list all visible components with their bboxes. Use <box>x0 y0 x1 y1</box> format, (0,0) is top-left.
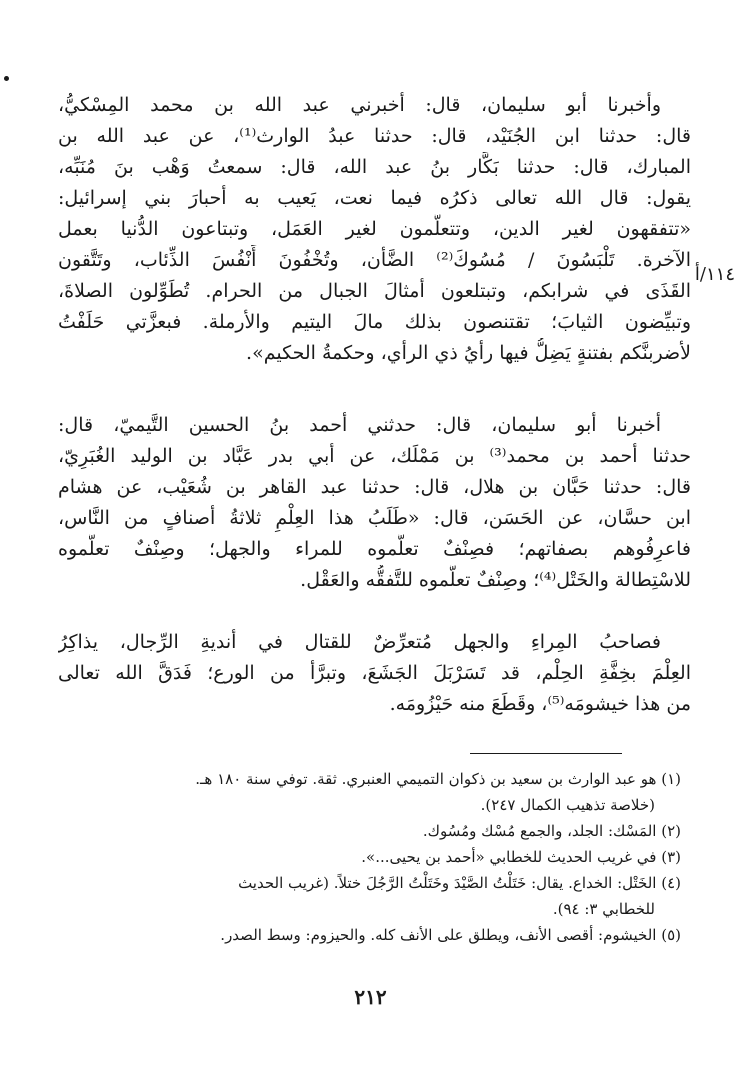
text-line: العِلْمَ بخِفَّةِ الحِلْم، قد تَسَرْبَلَ الجَشَعَ، وتبرَّأ من الورع؛ فَدَقَّ الله تعالى <box>58 662 691 684</box>
footnote-2 <box>58 818 681 844</box>
text-line: «تتفقهون لغير الدين، وتتعلَّمون لغير العَمَل، وتبتاعون الدُّنيا بعمل <box>58 218 691 240</box>
text-line: الآخرة. تَلْبَسُونَ / مُسُوكَ⁽²⁾ الضَّأن، وتُخْفُونَ أَنْفُسَ الذِّئاب، وتَتَّقون <box>58 249 691 271</box>
text-line: للاسْتِطالة والخَتْل⁽⁴⁾؛ وصِنْفٌ تعلَّموه للتَّفقُّه والعَقْل. <box>300 569 691 591</box>
footnote-separator <box>470 753 622 754</box>
text-line: أخبرنا أبو سليمان، قال: حدثني أحمد بنُ الحسين التَّيميّ، قال: <box>58 414 661 436</box>
footnote-text: هو عبد الوارث بن سعيد بن ذكوان التميمي العنبري. ثقة. توفي سنة ١٨٠ هـ. <box>195 770 657 788</box>
text-line: القَذَى في شرابكم، وتبتلعون أمثالَ الجبال من الحرام. تُطَوِّلون الصلاةَ، <box>58 280 691 302</box>
text-line: حدثنا أحمد بن محمد⁽³⁾ بن مَمْلَك، عن أبي بدر عَبَّاد بن الوليد الغُبَرِيّ، <box>58 445 691 467</box>
footnote-number: (٢) <box>661 822 681 840</box>
footnote-number: (١) <box>661 770 681 788</box>
text-line: لأضربنَّكم بفتنةٍ يَضِلُّ فيها رأيُ ذي الرأي، وحكمةُ الحكيم». <box>246 342 691 364</box>
paragraph-2 <box>58 410 691 596</box>
paragraph-3 <box>58 627 691 720</box>
text-line: يقول: قال الله تعالى ذكرُه فيما نعت، يَعيب به أحبارَ بني إسرائيل: <box>58 187 691 209</box>
footnotes <box>58 766 681 948</box>
footnote-continuation: للخطابي ٣: ٩٤). <box>552 900 655 918</box>
footnote-text: الخَتْل: الخداع. يقال: خَتَلْتُ الصَّيْدَ وخَتَلْتُ الرَّجُلَ ختلاً. (غريب الحديث <box>238 874 657 892</box>
text-line: وأخبرنا أبو سليمان، قال: أخبرني عبد الله بن محمد المِسْكيُّ، <box>58 94 661 116</box>
footnote-3 <box>58 844 681 870</box>
footnote-text: المَسْك: الجلد، والجمع مُسْك ومُسُوك. <box>422 822 657 840</box>
page-number: ٢١٢ <box>354 985 387 1009</box>
footnote-4 <box>58 870 681 922</box>
text-line: ابن حسَّان، عن الحَسَن، قال: «طَلَبُ هذا العِلْمِ ثلاثةُ أصنافٍ من النَّاس، <box>58 507 691 529</box>
footnote-number: (٣) <box>661 848 681 866</box>
text-line: وتبيِّضون الثيابَ؛ تقتنصون بذلك مالَ اليتيم والأرملة. فبعزَّتي حَلَفْتُ <box>58 311 691 333</box>
text-line: المبارك، قال: حدثنا بَكَّار بنُ عبد الله، قال: سمعتُ وَهْب بنَ مُنَبِّه، <box>58 156 691 178</box>
text-line: قال: حدثنا ابن الجُنَيْد، قال: حدثنا عبدُ الوارث⁽¹⁾، عن عبد الله بن <box>58 125 691 147</box>
manuscript-folio-note: ١١٤/أ <box>694 264 735 285</box>
text-line: فاعرِفُوهم بصفاتهم؛ فصِنْفٌ تعلَّموه للمراء والجهل؛ وصِنْفٌ تعلَّموه <box>58 538 691 560</box>
paragraph-1 <box>58 90 691 369</box>
text-line: قال: حدثنا حَبَّان بن هلال، قال: حدثنا عبد القاهر بن شُعَيْب، عن هشام <box>58 476 691 498</box>
margin-dot <box>4 76 9 81</box>
footnote-5 <box>58 922 681 948</box>
footnote-text: الخيشوم: أقصى الأنف، ويطلق على الأنف كله. والحيزوم: وسط الصدر. <box>220 926 657 944</box>
footnote-text: في غريب الحديث للخطابي «أحمد بن يحيى...». <box>361 848 657 866</box>
footnote-number: (٤) <box>661 874 681 892</box>
text-line: من هذا خيشومَه⁽⁵⁾، وقَطَعَ منه حَيْزُومَه. <box>389 693 691 715</box>
text-line: فصاحبُ المِراءِ والجهل مُتعرِّضٌ للقتال في أنديةِ الرِّجال، يذاكِرُ <box>58 631 661 653</box>
footnote-1 <box>58 766 681 818</box>
footnote-continuation: (خلاصة تذهيب الكمال ٢٤٧). <box>480 796 655 814</box>
footnote-number: (٥) <box>661 926 681 944</box>
